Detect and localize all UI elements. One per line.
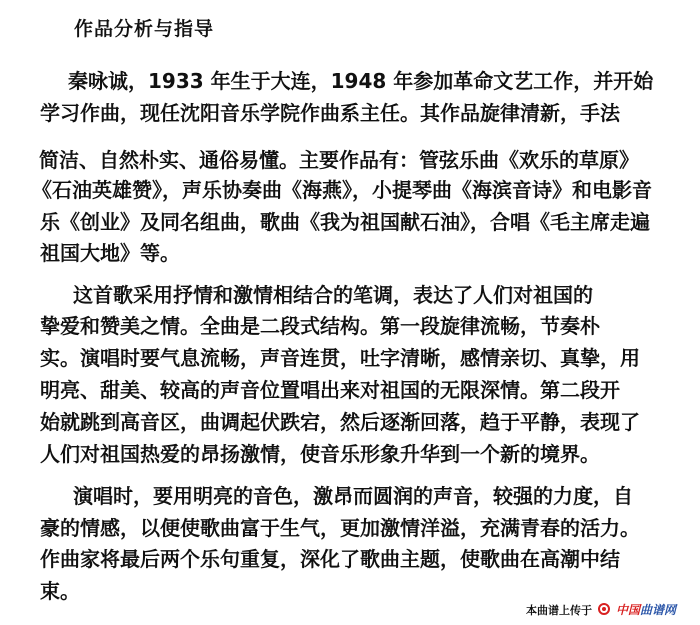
paragraph-line: 作曲家将最后两个乐句重复，深化了歌曲主题，使歌曲在高潮中结 <box>40 547 620 571</box>
paragraph-line: 学习作曲，现任沈阳音乐学院作曲系主任。其作品旋律清新，手法 <box>40 101 620 125</box>
paragraph-line: 秦咏诚，1933 年生于大连，1948 年参加革命文艺工作，并开始 <box>68 69 654 93</box>
section-heading: 作品分析与指导 <box>74 18 215 40</box>
paragraph-line: 这首歌采用抒情和激情相结合的笔调，表达了人们对祖国的 <box>73 283 593 307</box>
site-name-part1: 中国 <box>616 603 641 617</box>
paragraph-line: 乐《创业》及同名组曲，歌曲《我为祖国献石油》，合唱《毛主席走遍 <box>40 210 650 234</box>
paragraph-line: 祖国大地》等。 <box>40 241 180 265</box>
paragraph-line: 挚爱和赞美之情。全曲是二段式结构。第一段旋律流畅，节奏朴 <box>40 314 600 338</box>
source-footer <box>526 601 676 618</box>
paragraph-line: 人们对祖国热爱的昂扬激情，使音乐形象升华到一个新的境界。 <box>40 442 600 466</box>
paragraph-line: 始就跳到高音区，曲调起伏跌宕，然后逐渐回落，趋于平静，表现了 <box>40 410 640 434</box>
paragraph-line: 明亮、甜美、较高的声音位置唱出来对祖国的无限深情。第二段开 <box>40 378 620 402</box>
paragraph-line: 演唱时，要用明亮的音色，激昂而圆润的声音，较强的力度，自 <box>73 484 633 508</box>
paragraph-line: 实。演唱时要气息流畅，声音连贯，吐字清晰，感情亲切、真挚，用 <box>40 346 640 370</box>
paragraph-line: 豪的情感，以便使歌曲富于生气，更加激情洋溢，充满青春的活力。 <box>40 516 640 540</box>
site-logo-icon <box>598 603 612 617</box>
footer-text: 本曲谱上传于 <box>526 603 592 617</box>
paragraph-line: 束。 <box>40 579 80 603</box>
paragraph-line: 《石油英雄赞》，声乐协奏曲《海燕》，小提琴曲《海滨音诗》和电影音 <box>32 178 652 202</box>
site-name <box>616 601 676 618</box>
site-name-part2: 曲谱网 <box>640 603 677 617</box>
paragraph-line: 简洁、自然朴实、通俗易懂。主要作品有：管弦乐曲《欢乐的草原》 <box>39 148 639 172</box>
